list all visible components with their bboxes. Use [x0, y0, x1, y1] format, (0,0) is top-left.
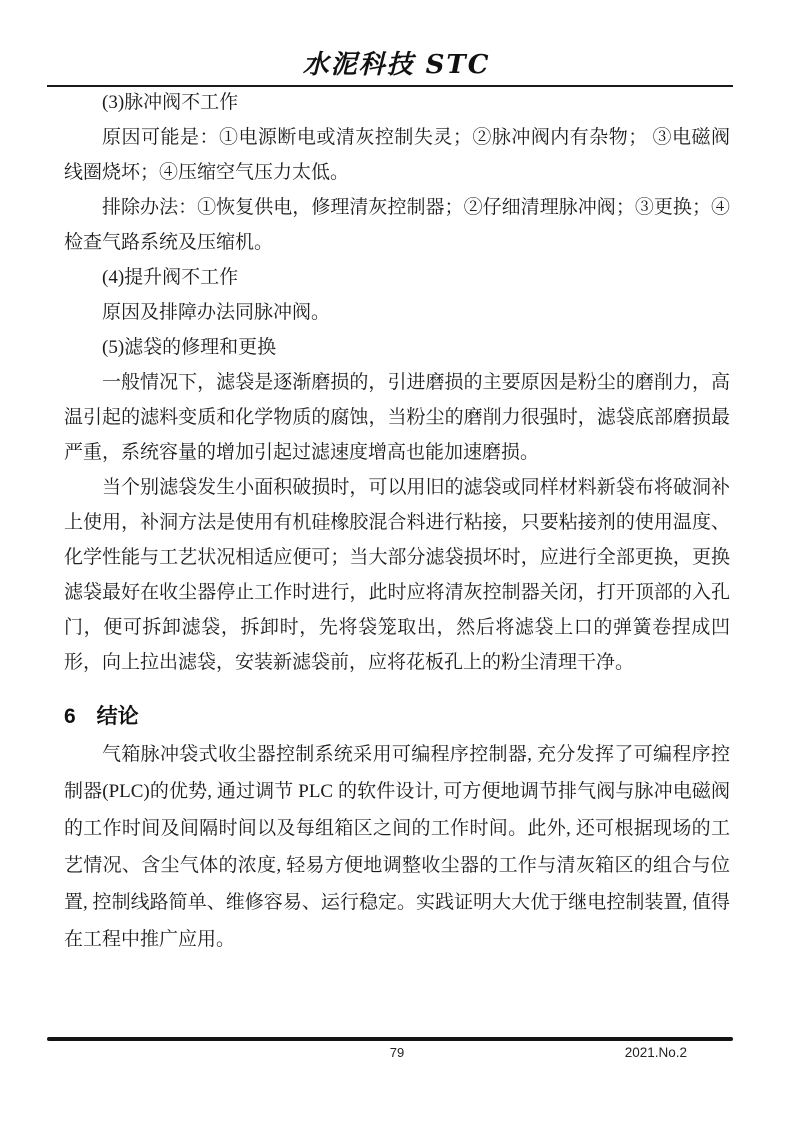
- paragraph-conclusion: 气箱脉冲袋式收尘器控制系统采用可编程序控制器, 充分发挥了可编程序控制器(PLC)的优势, 通过调节 PLC 的软件设计, 可方便地调节排气阀与脉冲电磁阀的工作时间及间隔时间以及每组箱区之间的工作时间。此外, 还可根据现场的工艺情况、含尘气体的浓度, 轻易方便地调整收尘器的工作与清灰箱区的组合与位置, 控制线路简单、维修容易、运行稳定。实践证明大大优于继电控制装置, 值得在工程中推广应用。: [64, 744, 730, 950]
- footer-rule: [47, 1037, 733, 1041]
- paragraph-troubleshooting: 排除办法：①恢复供电，修理清灰控制器；②仔细清理脉冲阀；③更换；④检查气路系统及压缩机。: [64, 197, 730, 253]
- section-heading-conclusion: 6 结论: [64, 705, 139, 728]
- paragraph-lift-valve-not-working: (4)提升阀不工作: [102, 267, 239, 288]
- paragraph-possible-causes: 原因可能是：①电源断电或清灰控制失灵；②脉冲阀内有杂物； ③电磁阀线圈烧坏；④压缩空气压力太低。: [64, 127, 730, 183]
- page-number: 79: [389, 1045, 405, 1060]
- paragraph-same-as-pulse-valve: 原因及排障办法同脉冲阀。: [102, 302, 331, 323]
- paragraph-filter-bag-repair-title: (5)滤袋的修理和更换: [102, 337, 277, 358]
- paragraph-pulse-valve-not-working: (3)脉冲阀不工作: [102, 92, 239, 113]
- paragraph-bag-patch-and-replacement: 当个别滤袋发生小面积破损时，可以用旧的滤袋或同样材料新袋布将破洞补上使用，补洞方法是使用有机硅橡胶混合料进行粘接，只要粘接剂的使用温度、化学性能与工艺状况相适应便可；当大部分滤袋损坏时，应进行全部更换，更换滤袋最好在收尘器停止工作时进行，此时应将清灰控制器关闭，打开顶部的入孔门，便可拆卸滤袋，拆卸时，先将袋笼取出，然后将滤袋上口的弹簧卷捏成凹形，向上拉出滤袋，安装新滤袋前，应将花板孔上的粉尘清理干净。: [64, 477, 730, 673]
- document-body: [64, 85, 730, 958]
- journal-header-title: 水泥科技 STC: [302, 50, 491, 80]
- issue-number: 2021.No.2: [624, 1045, 687, 1060]
- paragraph-bag-wear: 一般情况下，滤袋是逐渐磨损的，引进磨损的主要原因是粉尘的磨削力，高温引起的滤料变质和化学物质的腐蚀，当粉尘的磨削力很强时，滤袋底部磨损最严重，系统容量的增加引起过滤速度增高也能加速磨损。: [64, 372, 730, 463]
